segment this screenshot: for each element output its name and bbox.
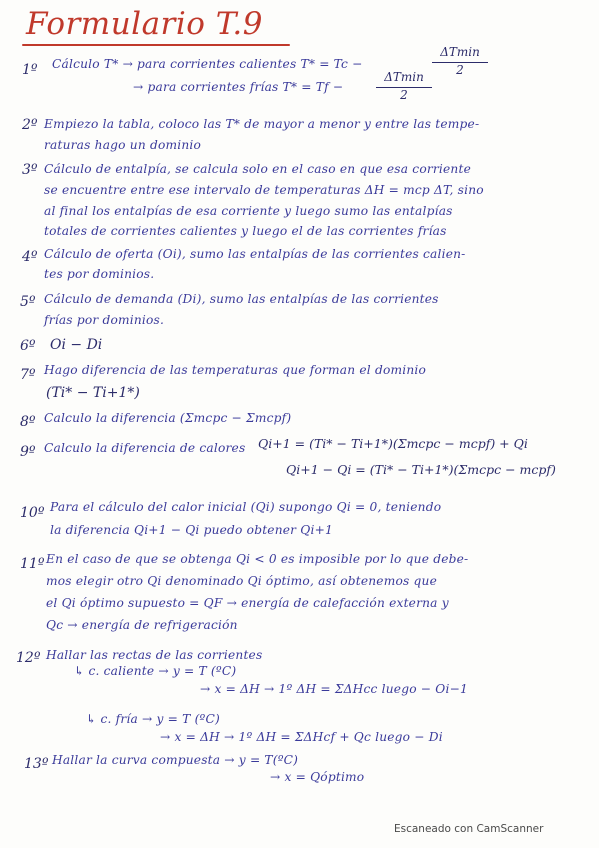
item-1-frac-1-den: 2 — [456, 63, 464, 77]
item-number-1: 1º — [22, 62, 38, 78]
item-number-7: 7º — [20, 367, 36, 383]
item-1-line-1: Cálculo T* → para corrientes calientes T* = Tc − — [52, 57, 363, 71]
item-number-11: 11º — [20, 556, 45, 572]
item-3-line-3: al final los entalpías de esa corriente y luego sumo las entalpías — [44, 204, 453, 218]
item-1-frac-2-num: ΔTmin — [384, 70, 424, 84]
title-underline — [22, 44, 290, 46]
item-12-line-5: → x = ΔH → 1º ΔH = ΣΔHcf + Qc luego − Di — [160, 730, 443, 744]
item-number-4: 4º — [22, 249, 38, 265]
item-3-line-2: se encuentre entre ese intervalo de temperaturas ΔH = mcp ΔT, sino — [44, 183, 484, 197]
item-5-line-1: Cálculo de demanda (Di), sumo las entalpías de las corrientes — [44, 292, 439, 306]
item-3-line-4: totales de corrientes calientes y luego el de las corrientes frías — [44, 224, 447, 238]
item-4-line-1: Cálculo de oferta (Oi), sumo las entalpías de las corrientes calien- — [44, 247, 466, 261]
item-number-5: 5º — [20, 294, 36, 310]
item-number-12: 12º — [16, 650, 41, 666]
scanner-watermark: Escaneado con CamScanner — [394, 823, 544, 835]
item-7-line-2: (Ti* − Ti+1*) — [46, 385, 140, 401]
item-13-line-1: Hallar la curva compuesta → y = T(ºC) — [52, 753, 299, 767]
item-11-line-4: Qc → energía de refrigeración — [46, 618, 238, 632]
item-1-frac-2-den: 2 — [400, 88, 408, 102]
item-number-8: 8º — [20, 414, 36, 430]
item-7-line-1: Hago diferencia de las temperaturas que forman el dominio — [44, 363, 427, 377]
item-9-equation-1: Qi+1 = (Ti* − Ti+1*)(Σmcpc − mcpf) + Qi — [258, 436, 528, 451]
item-11-line-1: En el caso de que se obtenga Qi < 0 es imposible por lo que debe- — [46, 552, 469, 566]
item-number-3: 3º — [22, 162, 38, 178]
item-number-9: 9º — [20, 444, 36, 460]
item-8-line-1: Calculo la diferencia (Σmcpc − Σmcpf) — [44, 411, 292, 425]
item-12-line-4: ↳ c. fría → y = T (ºC) — [86, 712, 220, 726]
item-11-line-3: el Qi óptimo supuesto = QF → energía de calefacción externa y — [46, 596, 449, 610]
item-5-line-2: frías por dominios. — [44, 313, 165, 327]
item-2-line-1: Empiezo la tabla, coloco las T* de mayor a menor y entre las tempe- — [44, 117, 480, 131]
item-12-line-3: → x = ΔH → 1º ΔH = ΣΔHcc luego − Oi−1 — [200, 682, 468, 696]
item-11-line-2: mos elegir otro Qi denominado Qi óptimo, así obtenemos que — [46, 574, 437, 588]
item-number-13: 13º — [24, 756, 49, 772]
item-12-line-2: ↳ c. caliente → y = T (ºC) — [74, 664, 237, 678]
item-10-line-1: Para el cálculo del calor inicial (Qi) supongo Qi = 0, teniendo — [50, 500, 442, 514]
item-9-equation-2: Qi+1 − Qi = (Ti* − Ti+1*)(Σmcpc − mcpf) — [286, 462, 556, 477]
item-1-frac-1-num: ΔTmin — [440, 45, 480, 59]
item-number-10: 10º — [20, 505, 45, 521]
item-12-line-1: Hallar las rectas de las corrientes — [46, 648, 263, 662]
item-13-line-2: → x = Qóptimo — [270, 770, 365, 784]
item-1-line-2: → para corrientes frías T* = Tf − — [133, 80, 344, 94]
item-6-line-1: Oi − Di — [50, 337, 103, 353]
item-9-line-1: Calculo la diferencia de calores — [44, 441, 246, 455]
page-title: Formulario T.9 — [26, 6, 264, 42]
item-10-line-2: la diferencia Qi+1 − Qi puedo obtener Qi+1 — [50, 523, 333, 537]
item-3-line-1: Cálculo de entalpía, se calcula solo en el caso en que esa corriente — [44, 162, 471, 176]
item-2-line-2: raturas hago un dominio — [44, 138, 202, 152]
item-4-line-2: tes por dominios. — [44, 267, 155, 281]
item-number-2: 2º — [22, 117, 38, 133]
item-number-6: 6º — [20, 338, 36, 354]
